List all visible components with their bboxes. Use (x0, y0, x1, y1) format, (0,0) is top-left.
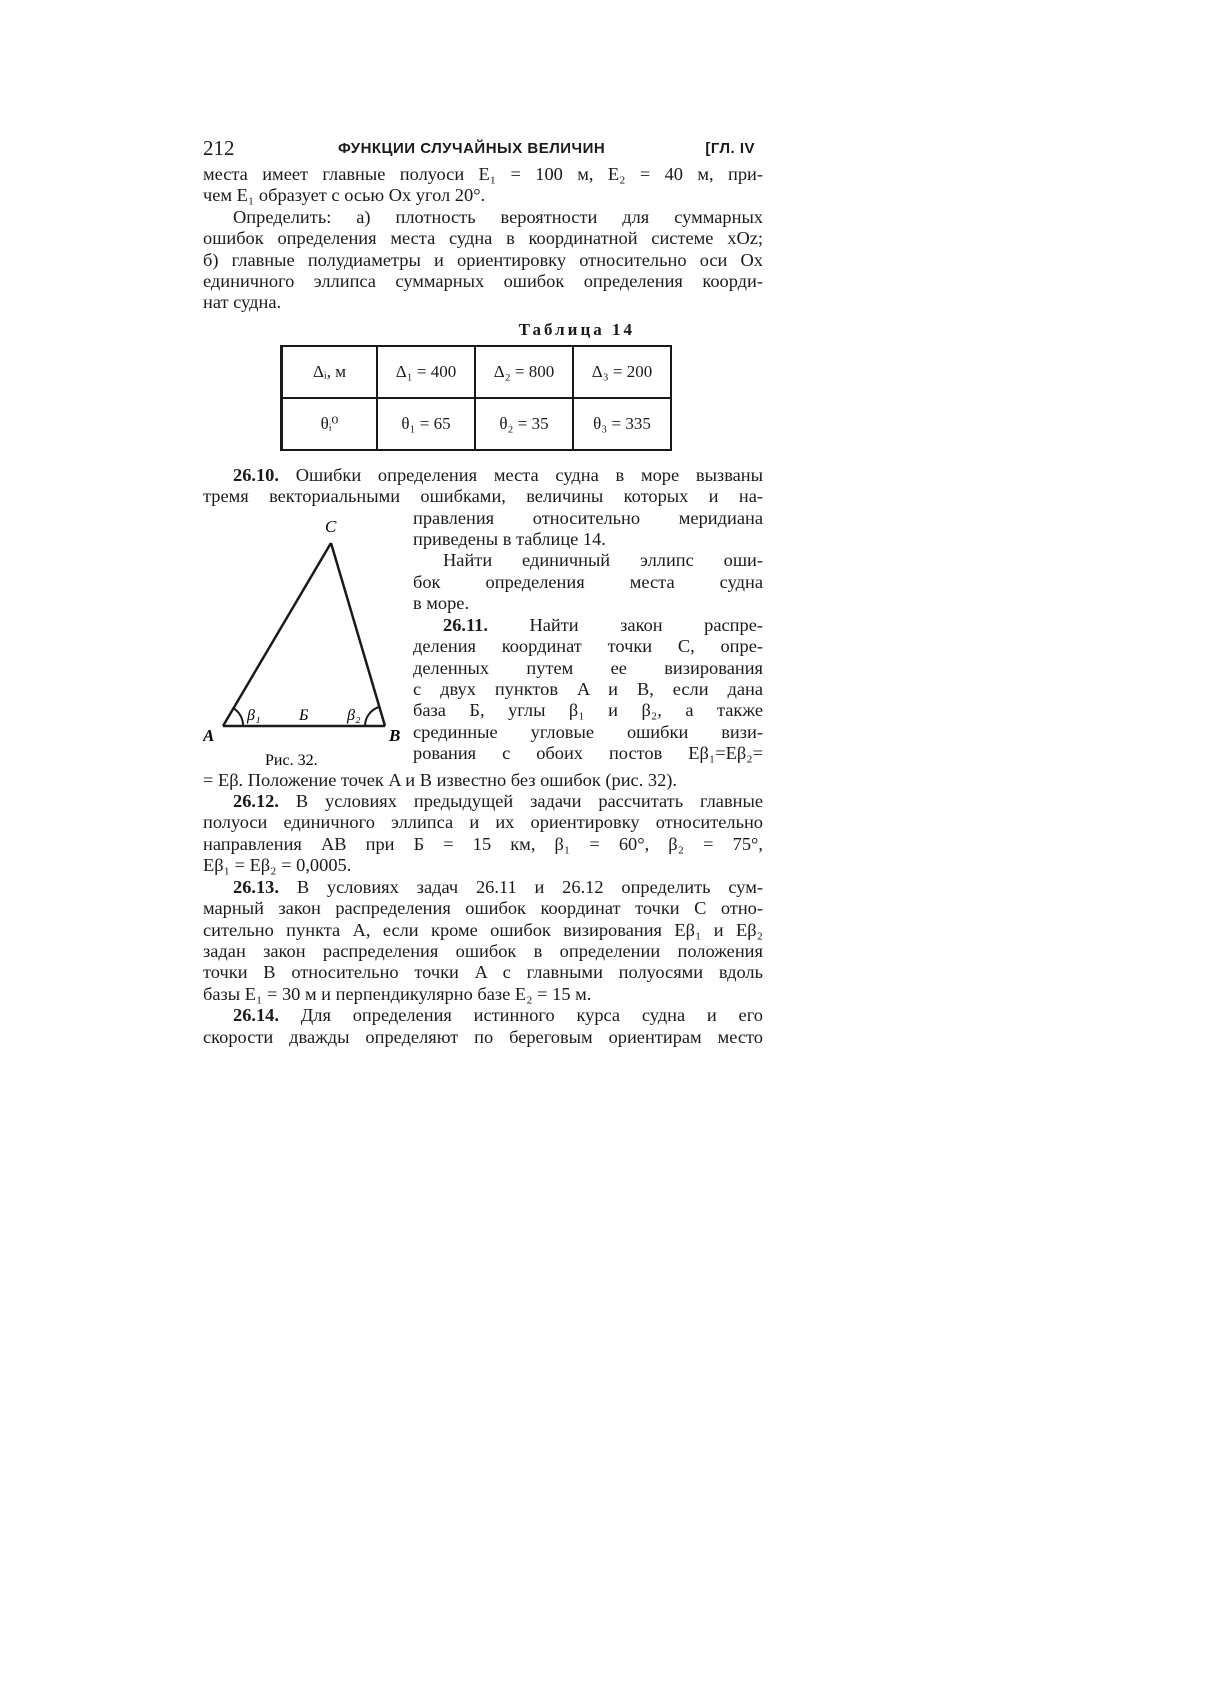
text-line (203, 877, 763, 898)
text-span: В условиях задач 26.11 и 26.12 определить сум- (296, 876, 763, 897)
text-line: задан закон распределения ошибок в определении положения (203, 940, 763, 961)
triangle-diagram (203, 508, 413, 770)
text-line: в море. (413, 593, 470, 614)
problem-number: 26.13. (233, 876, 279, 897)
running-header (203, 130, 763, 164)
text-line: направления AB при Б = 15 км, β₁ = 60°, β₂ = 75°, (203, 833, 763, 854)
table-cell: θ₂ = 35 (475, 398, 573, 450)
label-b: B (389, 725, 401, 745)
text-line: марный закон распределения ошибок координат точки C отно- (203, 898, 763, 919)
text-line: правления относительно меридиана (413, 507, 763, 528)
table-cell: Δ₂ = 800 (475, 346, 573, 398)
table-cell: Δ₁ = 400 (377, 346, 475, 398)
text-line: приведены в таблице 14. (413, 529, 606, 550)
problem-26-12 (203, 791, 763, 877)
page (203, 130, 763, 1048)
angle-arc-beta1 (233, 708, 243, 726)
problem-number: 26.14. (233, 1005, 279, 1026)
table-caption: Таблица 14 (518, 319, 635, 339)
data-table (280, 345, 672, 451)
side-ac (223, 543, 331, 726)
text-line: деления координат точки C, опре- (413, 636, 763, 657)
table-row (282, 398, 672, 450)
text-line: бок определения места судна (413, 571, 763, 592)
text-span: Найти закон распре- (529, 614, 763, 635)
label-base: Б (299, 706, 309, 724)
text-line: Eβ₁ = Eβ₂ = 0,0005. (203, 855, 352, 876)
table-cell: θᵢ⁰ (282, 398, 378, 450)
paragraph-determine (203, 207, 763, 314)
problem-number: 26.12. (233, 791, 279, 812)
label-a: A (203, 725, 215, 745)
text-line: точки B относительно точки A с главными полуосями вдоль (203, 962, 763, 983)
text-line: сительно пункта A, если кроме ошибок визирования Eβ₁ и Eβ₂ (203, 919, 763, 940)
chapter-label: [ГЛ. IV (705, 140, 755, 157)
angle-arc-beta2 (365, 707, 379, 726)
text-line: рования с обоих постов Eβ₁=Eβ₂= (413, 743, 763, 764)
table-cell: Δ₃ = 200 (573, 346, 671, 398)
text-line: ошибок определения места судна в координатной системе xOz; (203, 228, 763, 249)
paragraph-top (203, 164, 763, 207)
text-line (413, 615, 763, 636)
problem-number: 26.10. (233, 464, 279, 485)
text-line: единичного эллипса суммарных ошибок определения коорди- (203, 271, 763, 292)
text-line: скорости дважды определяют по береговым ориентирам место (203, 1026, 763, 1047)
text-line: с двух пунктов A и B, если дана (413, 678, 763, 699)
text-line: Определить: а) плотность вероятности для суммарных (233, 206, 763, 227)
table-cell: Δᵢ, м (282, 346, 378, 398)
text-line: нат судна. (203, 292, 282, 313)
table-cell: θ₁ = 65 (377, 398, 475, 450)
text-line: базы E₁ = 30 м и перпендикулярно базе E₂ = 15 м. (203, 983, 592, 1004)
running-title: ФУНКЦИИ СЛУЧАЙНЫХ ВЕЛИЧИН (338, 140, 606, 157)
label-beta1: β₁ (247, 706, 261, 724)
label-c: C (325, 516, 337, 536)
table-cell: θ₃ = 335 (573, 398, 671, 450)
problem-number: 26.11. (443, 614, 488, 635)
text-span: Для определения истинного курса судна и его (300, 1005, 763, 1026)
figure-32 (203, 508, 413, 770)
problem-26-10-intro (203, 465, 763, 508)
text-line (203, 465, 763, 486)
problem-26-14 (203, 1005, 763, 1048)
text-line: Найти единичный эллипс оши- (443, 550, 763, 571)
page-number: 212 (203, 136, 235, 160)
text-line: чем E₁ образует с осью Ox угол 20°. (203, 185, 486, 206)
text-span: В условиях предыдущей задачи рассчитать главные (295, 791, 763, 812)
problem-26-13 (203, 877, 763, 1005)
text-line: = Eβ. Положение точек A и B известно без ошибок (рис. 32). (203, 769, 678, 790)
text-line (203, 1005, 763, 1026)
text-line: срединные угловые ошибки визи- (413, 721, 763, 742)
text-line: б) главные полудиаметры и ориентировку относительно оси Ox (203, 249, 763, 270)
text-line: полуоси единичного эллипса и их ориентировку относительно (203, 812, 763, 833)
side-bc (331, 543, 385, 726)
figure-caption: Рис. 32. (265, 751, 318, 769)
text-line: тремя векториальными ошибками, величины которых и на- (203, 486, 763, 507)
figure-side-text (413, 508, 763, 765)
text-span: Ошибки определения места судна в море вызваны (295, 464, 763, 485)
text-line: места имеет главные полуоси E₁ = 100 м, E₂ = 40 м, при- (203, 164, 763, 184)
text-line: деленных путем ее визирования (413, 657, 763, 678)
figure-row (203, 508, 763, 770)
text-line (203, 791, 763, 812)
text-line: база Б, углы β₁ и β₂, а также (413, 700, 763, 721)
label-beta2: β₂ (347, 706, 361, 724)
table-row (282, 346, 672, 398)
